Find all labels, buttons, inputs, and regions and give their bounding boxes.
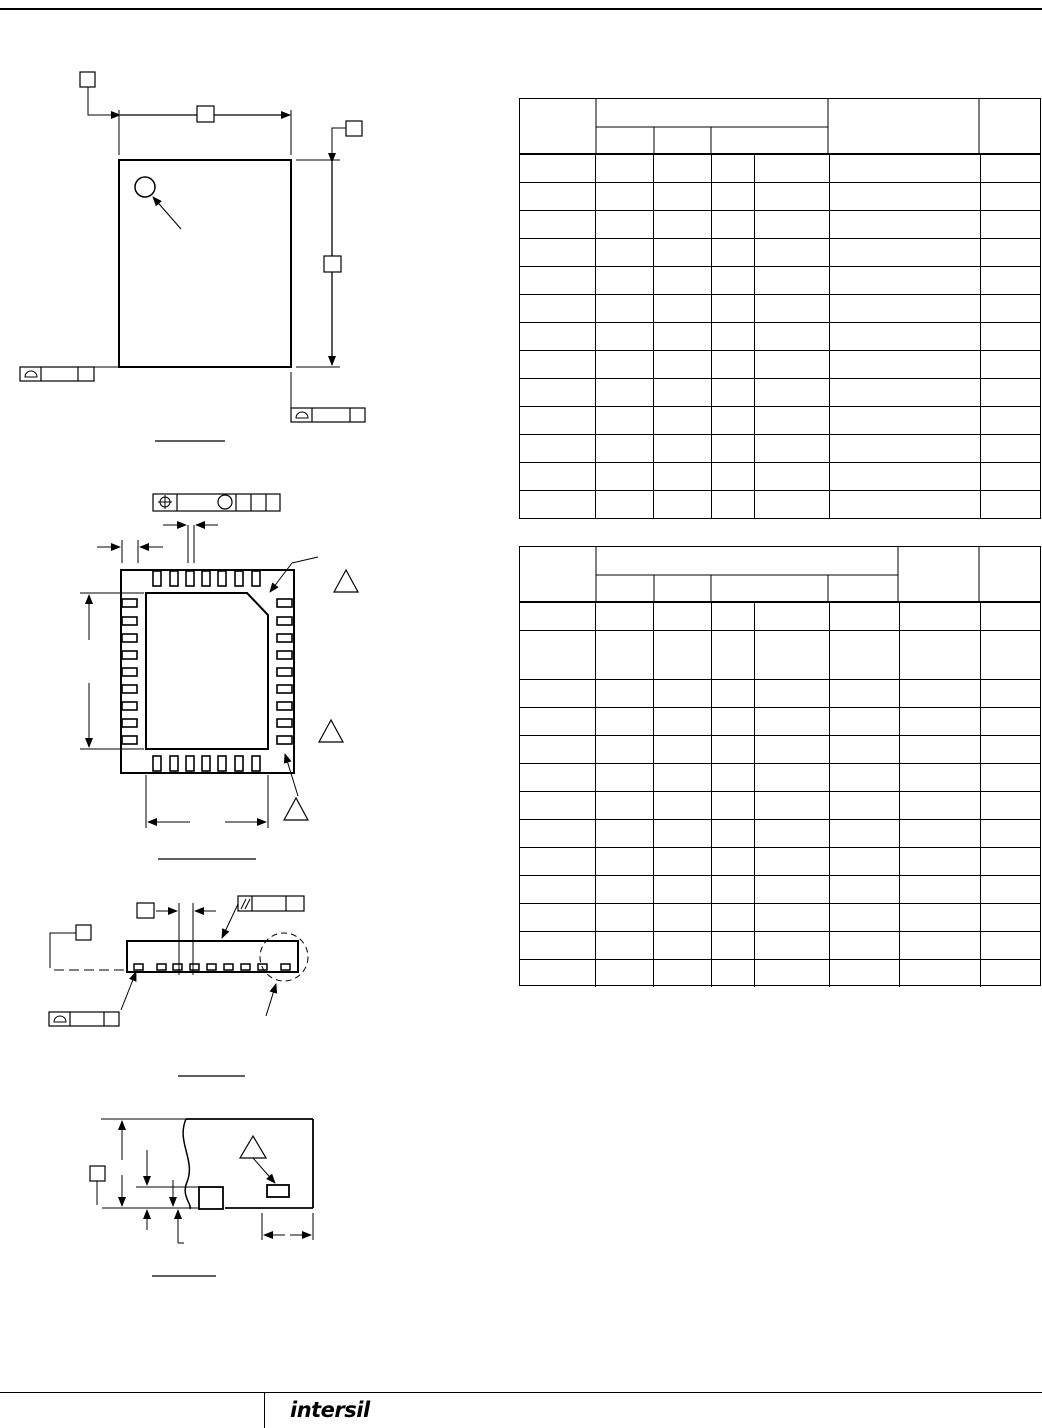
table-row bbox=[520, 791, 1040, 819]
table-row bbox=[520, 931, 1040, 959]
footer-rule bbox=[0, 1392, 1042, 1393]
table-row bbox=[520, 763, 1040, 791]
intersil-logo: intersil bbox=[290, 1398, 370, 1422]
footer-divider bbox=[264, 1392, 265, 1428]
table-row bbox=[520, 735, 1040, 763]
table-row bbox=[520, 847, 1040, 875]
table-row bbox=[520, 959, 1040, 987]
table-row bbox=[520, 707, 1040, 735]
table-row bbox=[520, 903, 1040, 931]
dimension-table-2 bbox=[520, 601, 1040, 987]
table-row bbox=[520, 819, 1040, 847]
table-row bbox=[520, 679, 1040, 707]
table-row bbox=[520, 875, 1040, 903]
table-row bbox=[520, 602, 1040, 630]
table-row bbox=[520, 630, 1040, 679]
